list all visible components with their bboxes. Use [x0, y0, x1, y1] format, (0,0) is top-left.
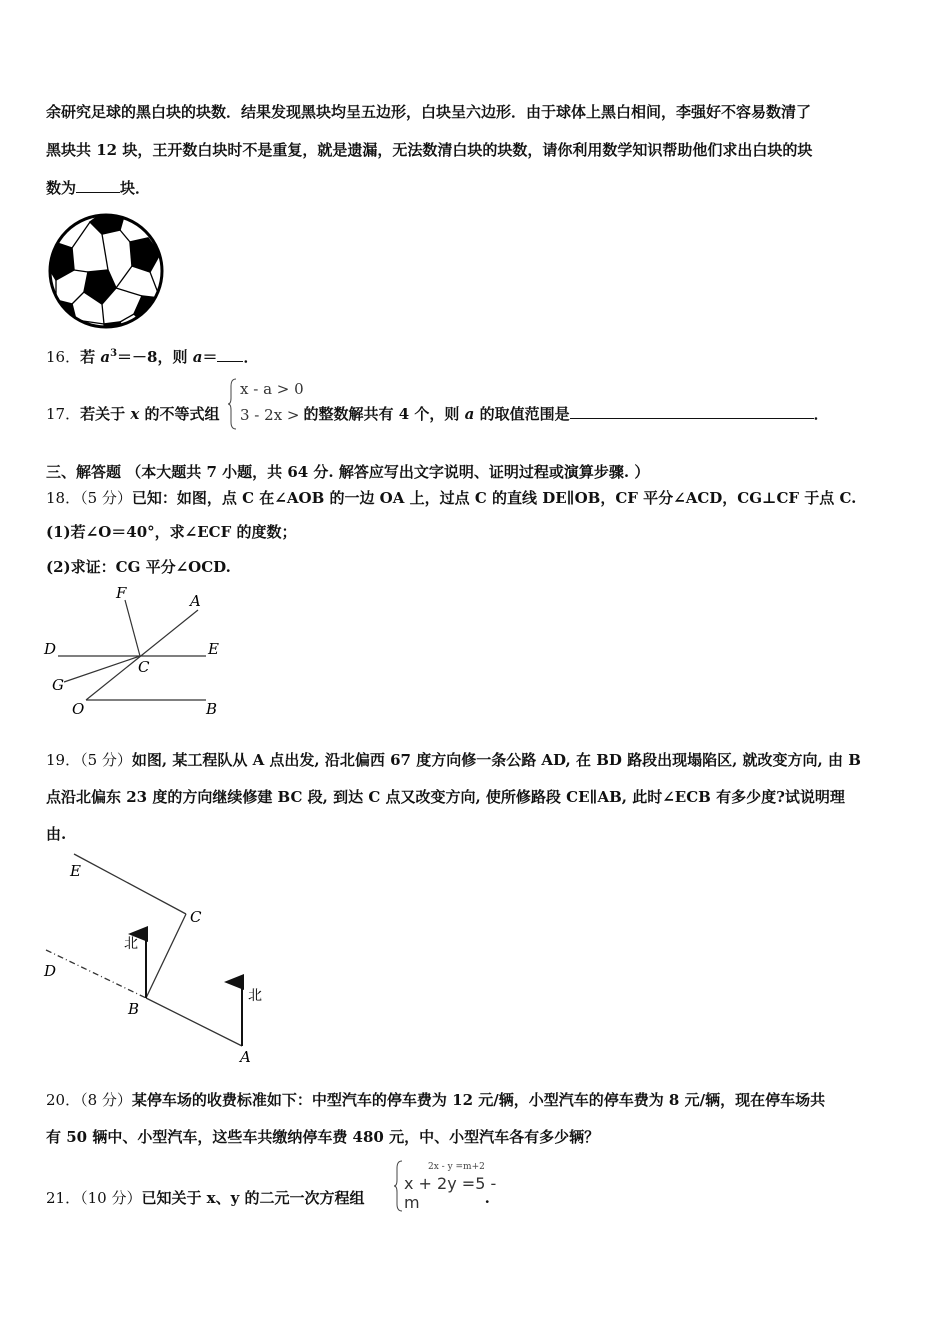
- label-G: G: [52, 676, 64, 694]
- equation-2: x + 2y =5 - m: [404, 1174, 497, 1212]
- q19-route-figure: [40, 846, 280, 1068]
- q20-line-2: 有 50 辆中、小型汽车，这些车共缴纳停车费 480 元，中、小型汽车各有多少辆？: [46, 1128, 600, 1146]
- equation-1: 2x - y =m+2: [428, 1162, 485, 1172]
- q18-stem: 18．（5 分）已知：如图，点 C 在∠AOB 的一边 OA 上，过点 C 的直线 DE∥OB，CF 平分∠ACD，CG⊥CF 于点 C.: [46, 489, 857, 507]
- inequality-1: x - a > 0: [240, 380, 304, 398]
- q18-geometry-figure: [40, 582, 240, 722]
- q15-line-1: 余研究足球的黑白块的块数．结果发现黑块均呈五边形，白块呈六边形．由于球体上黑白相间，李强好不容易数清了: [46, 103, 812, 121]
- q20-line-1: 20．（8 分）某停车场的收费标准如下：中型汽车的停车费为 12 元/辆，小型汽车的停车费为 8 元/辆，现在停车场共: [46, 1091, 826, 1109]
- inequality-2: 3 - 2x > 1: [240, 406, 314, 424]
- q21: 21．（10 分）已知关于 x、y 的二元一次方程组 .: [46, 1189, 490, 1207]
- q16: 16．若 $a^3=-8$，则 a＝ ．: [46, 348, 259, 366]
- label-C: C: [190, 908, 202, 926]
- answer-blank[interactable]: [76, 178, 120, 193]
- label-D: D: [44, 962, 57, 980]
- q19-line-2: 点沿北偏东 23 度的方向继续修建 BC 段, 到达 C 点又改变方向, 使所修路段 CE∥AB, 此时∠ECB 有多少度?试说明理: [46, 788, 845, 806]
- q17: 17．若关于 x 的不等式组 的整数解共有 4 个，则 a 的取值范围是 ．: [46, 405, 829, 423]
- north-label-2: 北: [248, 988, 262, 1004]
- section-title: 三、解答题 （本大题共 7 小题，共 64 分. 解答应写出文字说明、证明过程或演算步骤. ）: [46, 463, 650, 481]
- north-label-1: 北: [124, 936, 138, 952]
- q15-line-2: 黑块共 12 块，王开数白块时不是重复，就是遗漏，无法数清白块的块数，请你利用数学知识帮助他们求出白块的块: [46, 141, 813, 159]
- answer-blank[interactable]: [217, 347, 243, 362]
- label-E: E: [70, 862, 81, 880]
- brace-icon: [394, 1160, 404, 1212]
- q19-line-3: 由.: [46, 825, 67, 843]
- label-A: A: [190, 592, 201, 610]
- label-C: C: [138, 658, 150, 676]
- q19-line-1: 19．（5 分）如图, 某工程队从 A 点出发, 沿北偏西 67 度方向修一条公路 AD, 在 BD 路段出现塌陷区, 就改变方向, 由 B: [46, 751, 861, 769]
- q18-part-1: (1)若∠O＝40°，求∠ECF 的度数；: [46, 523, 297, 541]
- inequality-system: [228, 378, 314, 430]
- soccer-ball-figure: [46, 212, 166, 330]
- label-B: B: [128, 1000, 140, 1018]
- label-E: E: [208, 640, 219, 658]
- equation-system: [394, 1160, 514, 1212]
- q18-part-2: (2)求证：CG 平分∠OCD.: [46, 558, 231, 576]
- q15-line-3: 数为 块．: [46, 179, 151, 197]
- label-F: F: [116, 584, 127, 602]
- label-A: A: [240, 1048, 251, 1066]
- label-O: O: [72, 700, 85, 718]
- brace-icon: [228, 378, 238, 430]
- label-B: B: [206, 700, 218, 718]
- answer-blank[interactable]: [570, 404, 814, 419]
- label-D: D: [44, 640, 57, 658]
